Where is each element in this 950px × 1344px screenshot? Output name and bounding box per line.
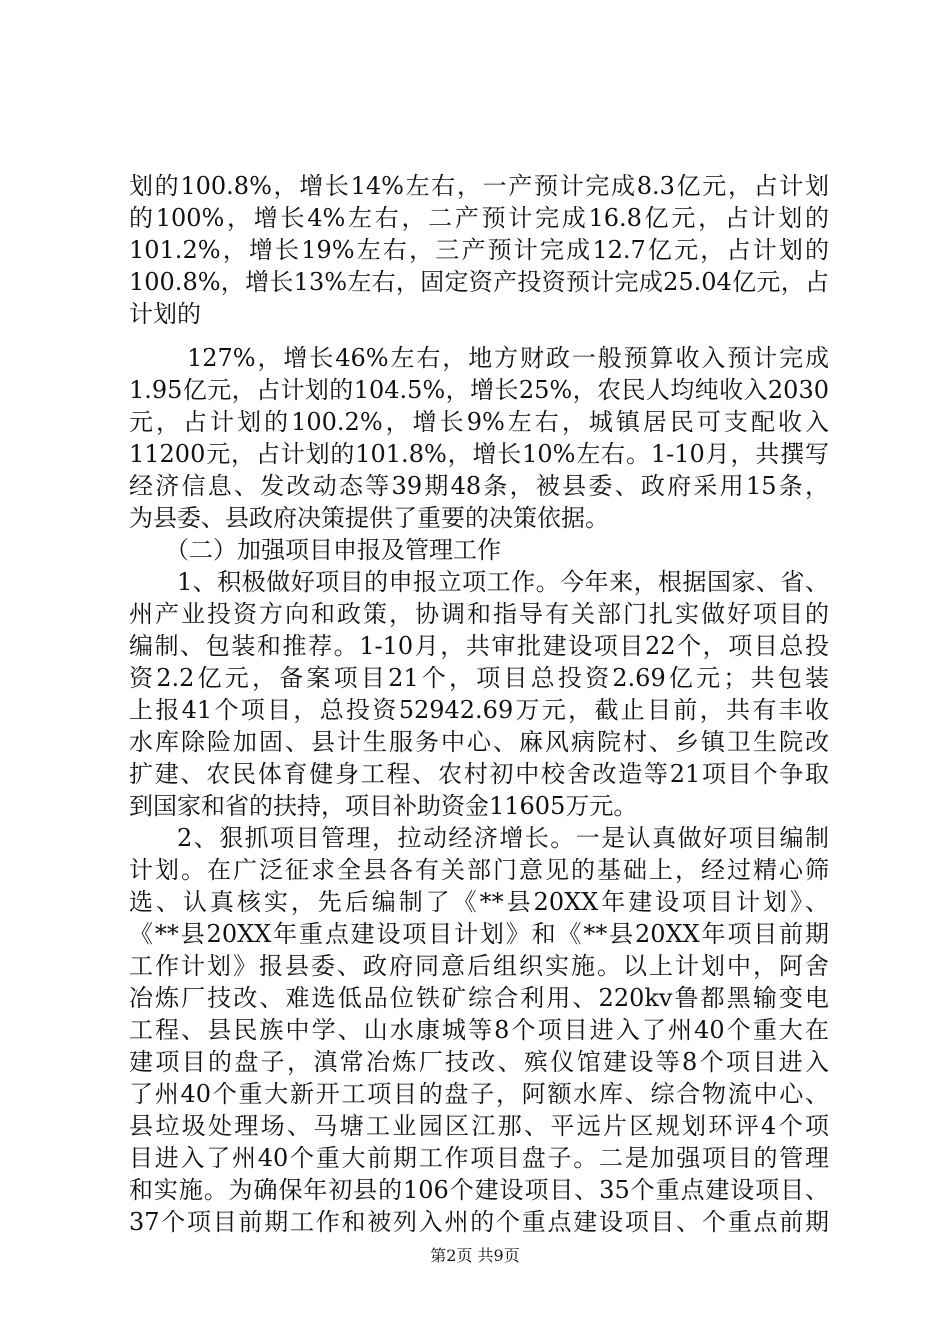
text-line: 扩建、农民体育健身工程、农村初中校舍改造等21项目个争取: [129, 760, 829, 788]
text-line: （二）加强项目申报及管理工作: [165, 536, 501, 564]
text-line: 127%，增长46%左右，地方财政一般预算收入预计完成: [187, 344, 829, 372]
text-line: 11200元，占计划的101.8%，增长10%左右。1-10月，共撰写: [129, 440, 829, 468]
text-line: 经济信息、发改动态等39期48条，被县委、政府采用15条，: [129, 472, 829, 500]
text-line: 编制、包装和推荐。1-10月，共审批建设项目22个，项目总投: [129, 632, 829, 660]
text-line: 计划。在广泛征求全县各有关部门意见的基础上，经过精心筛: [129, 856, 829, 884]
text-line: 冶炼厂技改、难选低品位铁矿综合利用、220kv鲁都黑输变电: [129, 984, 829, 1012]
text-line: 建项目的盘子，滇常冶炼厂技改、殡仪馆建设等8个项目进入: [129, 1048, 829, 1076]
text-line: 工作计划》报县委、政府同意后组织实施。以上计划中，阿舍: [129, 952, 829, 980]
text-line: 100.8%，增长13%左右，固定资产投资预计完成25.04亿元，占: [129, 268, 829, 296]
page-footer: 第2页 共9页: [430, 1246, 520, 1265]
text-line: 州产业投资方向和政策，协调和指导有关部门扎实做好项目的: [129, 600, 829, 628]
text-line: 1、积极做好项目的申报立项工作。今年来，根据国家、省、: [177, 568, 829, 596]
text-line: 2、狠抓项目管理，拉动经济增长。一是认真做好项目编制: [177, 824, 829, 852]
text-line: 37个项目前期工作和被列入州的个重点建设项目、个重点前期: [129, 1208, 829, 1236]
document-body: [129, 170, 829, 1238]
text-line: 的100%，增长4%左右，二产预计完成16.8亿元，占计划的: [129, 204, 829, 232]
text-line: 了州40个重大新开工项目的盘子，阿额水库、综合物流中心、: [129, 1080, 829, 1108]
text-line: 1.95亿元，占计划的104.5%，增长25%，农民人均纯收入2030: [129, 376, 829, 404]
paragraph-gap: [129, 330, 829, 342]
text-line: 101.2%，增长19%左右，三产预计完成12.7亿元，占计划的: [129, 236, 829, 264]
text-line: 目进入了州40个重大前期工作项目盘子。二是加强项目的管理: [129, 1144, 829, 1172]
text-line: 资2.2亿元，备案项目21个，项目总投资2.69亿元；共包装: [129, 664, 829, 692]
text-line: 和实施。为确保年初县的106个建设项目、35个重点建设项目、: [129, 1176, 829, 1204]
text-line: 上报41个项目，总投资52942.69万元，截止目前，共有丰收: [129, 696, 829, 724]
text-line: 划的100.8%，增长14%左右，一产预计完成8.3亿元，占计划: [129, 172, 829, 200]
text-line: 水库除险加固、县计生服务中心、麻风病院村、乡镇卫生院改: [129, 728, 829, 756]
text-line: 为县委、县政府决策提供了重要的决策依据。: [129, 504, 609, 532]
text-line: 到国家和省的扶持，项目补助资金11605万元。: [129, 792, 638, 820]
text-line: 选、认真核实，先后编制了《**县20XX年建设项目计划》、: [129, 888, 829, 916]
text-line: 计划的: [129, 300, 201, 328]
text-line: 县垃圾处理场、马塘工业园区江那、平远片区规划环评4个项: [129, 1112, 829, 1140]
text-line: 《**县20XX年重点建设项目计划》和《**县20XX年项目前期: [129, 920, 829, 948]
text-line: 元，占计划的100.2%，增长9%左右，城镇居民可支配收入: [129, 408, 829, 436]
text-line: 工程、县民族中学、山水康城等8个项目进入了州40个重大在: [129, 1016, 829, 1044]
